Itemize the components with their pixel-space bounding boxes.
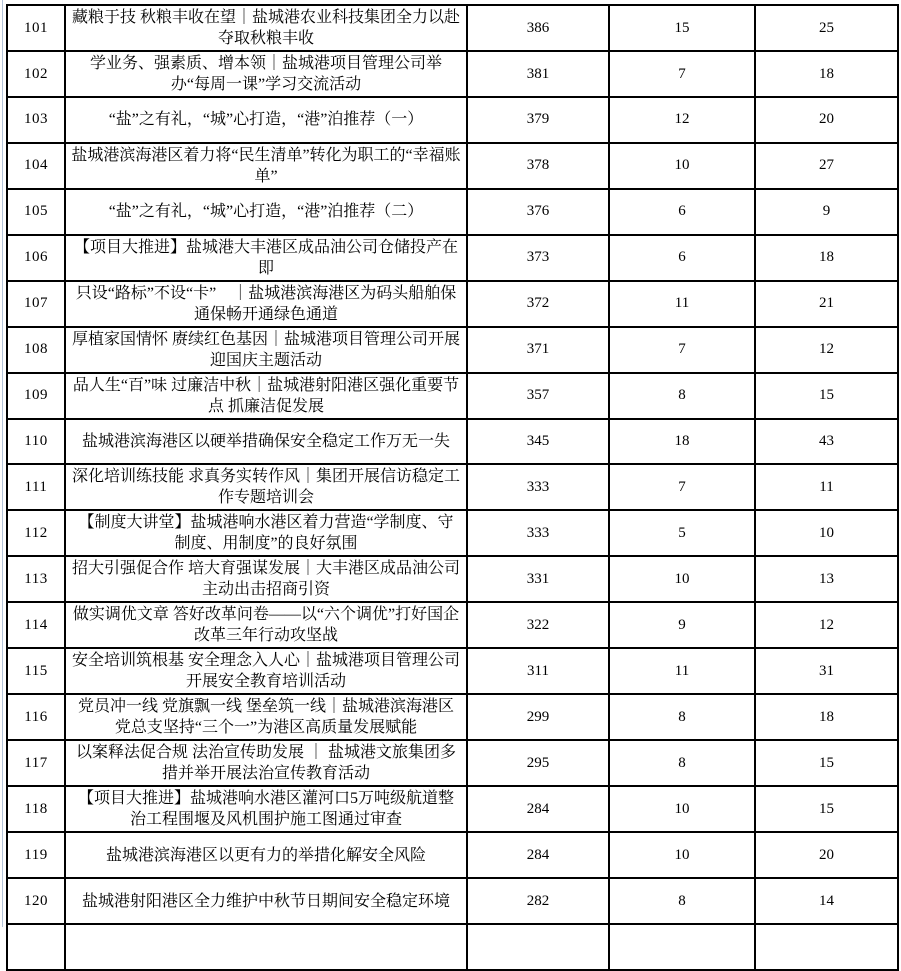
value-cell-2[interactable]: 15 xyxy=(609,5,755,51)
value-cell-2[interactable]: 7 xyxy=(609,327,755,373)
value-cell-1[interactable]: 373 xyxy=(467,235,609,281)
title-cell[interactable]: 盐城港滨海港区以更有力的举措化解安全风险 xyxy=(65,832,467,878)
value-cell-2[interactable]: 8 xyxy=(609,373,755,419)
value-cell-1[interactable]: 333 xyxy=(467,464,609,510)
value-cell-2[interactable]: 6 xyxy=(609,189,755,235)
table-row xyxy=(7,694,898,740)
value-cell-1[interactable]: 378 xyxy=(467,143,609,189)
row-number-cell[interactable]: 113 xyxy=(7,556,65,602)
table-row xyxy=(7,740,898,786)
title-cell[interactable]: 招大引强促合作 培大育强谋发展｜大丰港区成品油公司主动出击招商引资 xyxy=(65,556,467,602)
row-number-cell[interactable]: 101 xyxy=(7,5,65,51)
title-cell[interactable]: 做实调优文章 答好改革问卷——以“六个调优”打好国企改革三年行动攻坚战 xyxy=(65,602,467,648)
row-number-cell[interactable]: 103 xyxy=(7,97,65,143)
row-number-cell[interactable]: 109 xyxy=(7,373,65,419)
table-row xyxy=(7,327,898,373)
value-cell-1[interactable]: 322 xyxy=(467,602,609,648)
title-cell[interactable]: 【项目大推进】盐城港响水港区灌河口5万吨级航道整治工程围堰及风机围护施工图通过审查 xyxy=(65,786,467,832)
title-cell[interactable]: 学业务、强素质、增本领｜盐城港项目管理公司举办“每周一课”学习交流活动 xyxy=(65,51,467,97)
value-cell-2[interactable] xyxy=(609,924,755,970)
title-cell[interactable]: “盐”之有礼，“城”心打造，“港”泊推荐（二） xyxy=(65,189,467,235)
table-row xyxy=(7,97,898,143)
value-cell-3[interactable]: 15 xyxy=(755,786,898,832)
value-cell-1[interactable]: 333 xyxy=(467,510,609,556)
table-row xyxy=(7,510,898,556)
value-cell-3[interactable]: 21 xyxy=(755,281,898,327)
title-cell[interactable]: 【制度大讲堂】盐城港响水港区着力营造“学制度、守制度、用制度”的良好氛围 xyxy=(65,510,467,556)
value-cell-2[interactable]: 8 xyxy=(609,878,755,924)
table-row xyxy=(7,464,898,510)
title-cell[interactable]: 党员冲一线 党旗飘一线 堡垒筑一线｜盐城港滨海港区党总支坚持“三个一”为港区高质量发展赋能 xyxy=(65,694,467,740)
table-row xyxy=(7,648,898,694)
row-number-cell[interactable]: 115 xyxy=(7,648,65,694)
title-cell[interactable]: “盐”之有礼，“城”心打造，“港”泊推荐（一） xyxy=(65,97,467,143)
partial-row xyxy=(7,924,898,970)
value-cell-3[interactable]: 31 xyxy=(755,648,898,694)
spreadsheet-gridlines-right xyxy=(897,0,901,927)
value-cell-3[interactable]: 27 xyxy=(755,143,898,189)
value-cell-1[interactable]: 371 xyxy=(467,327,609,373)
value-cell-2[interactable]: 12 xyxy=(609,97,755,143)
value-cell-3[interactable]: 12 xyxy=(755,602,898,648)
table-row xyxy=(7,373,898,419)
value-cell-3[interactable]: 9 xyxy=(755,189,898,235)
title-cell[interactable]: 安全培训筑根基 安全理念入人心｜盐城港项目管理公司开展安全教育培训活动 xyxy=(65,648,467,694)
row-number-cell[interactable]: 118 xyxy=(7,786,65,832)
value-cell-1[interactable]: 379 xyxy=(467,97,609,143)
row-number-cell[interactable]: 112 xyxy=(7,510,65,556)
value-cell-1[interactable]: 311 xyxy=(467,648,609,694)
value-cell-3[interactable]: 20 xyxy=(755,832,898,878)
value-cell-2[interactable]: 11 xyxy=(609,648,755,694)
value-cell-2[interactable]: 10 xyxy=(609,832,755,878)
title-cell[interactable]: 盐城港滨海港区着力将“民生清单”转化为职工的“幸福账单” xyxy=(65,143,467,189)
value-cell-2[interactable]: 10 xyxy=(609,143,755,189)
value-cell-3[interactable]: 11 xyxy=(755,464,898,510)
value-cell-3[interactable]: 43 xyxy=(755,419,898,465)
table-row xyxy=(7,786,898,832)
row-number-cell[interactable]: 102 xyxy=(7,51,65,97)
row-number-cell[interactable]: 119 xyxy=(7,832,65,878)
value-cell-3[interactable]: 18 xyxy=(755,694,898,740)
value-cell-2[interactable]: 11 xyxy=(609,281,755,327)
row-number-cell[interactable]: 105 xyxy=(7,189,65,235)
title-cell[interactable]: 只设“路标”不设“卡” ｜盐城港滨海港区为码头船舶保通保畅开通绿色通道 xyxy=(65,281,467,327)
row-number-cell[interactable]: 104 xyxy=(7,143,65,189)
table-row xyxy=(7,556,898,602)
title-cell[interactable]: 以案释法促合规 法治宣传助发展 ｜ 盐城港文旅集团多措并举开展法治宣传教育活动 xyxy=(65,740,467,786)
articles-table xyxy=(6,4,899,971)
row-number-cell[interactable] xyxy=(7,924,65,970)
value-cell-3[interactable]: 14 xyxy=(755,878,898,924)
title-cell[interactable]: 深化培训练技能 求真务实转作风｜集团开展信访稳定工作专题培训会 xyxy=(65,464,467,510)
row-number-cell[interactable]: 111 xyxy=(7,464,65,510)
value-cell-3[interactable]: 20 xyxy=(755,97,898,143)
value-cell-1[interactable]: 381 xyxy=(467,51,609,97)
title-cell[interactable]: 【项目大推进】盐城港大丰港区成品油公司仓储投产在即 xyxy=(65,235,467,281)
row-number-cell[interactable]: 107 xyxy=(7,281,65,327)
table-row xyxy=(7,832,898,878)
value-cell-1[interactable]: 284 xyxy=(467,832,609,878)
title-cell[interactable]: 厚植家国情怀 赓续红色基因｜盐城港项目管理公司开展迎国庆主题活动 xyxy=(65,327,467,373)
value-cell-2[interactable]: 7 xyxy=(609,51,755,97)
row-number-cell[interactable]: 116 xyxy=(7,694,65,740)
value-cell-1[interactable]: 345 xyxy=(467,419,609,465)
table-body xyxy=(7,5,898,970)
table-row xyxy=(7,235,898,281)
value-cell-3[interactable]: 18 xyxy=(755,235,898,281)
value-cell-2[interactable]: 10 xyxy=(609,786,755,832)
value-cell-1[interactable]: 376 xyxy=(467,189,609,235)
row-number-cell[interactable]: 120 xyxy=(7,878,65,924)
value-cell-3[interactable]: 10 xyxy=(755,510,898,556)
title-cell[interactable]: 盐城港射阳港区全力维护中秋节日期间安全稳定环境 xyxy=(65,878,467,924)
table-row xyxy=(7,51,898,97)
table-row xyxy=(7,602,898,648)
value-cell-1[interactable]: 331 xyxy=(467,556,609,602)
value-cell-1[interactable]: 299 xyxy=(467,694,609,740)
value-cell-2[interactable]: 8 xyxy=(609,694,755,740)
value-cell-3[interactable]: 13 xyxy=(755,556,898,602)
value-cell-1[interactable]: 386 xyxy=(467,5,609,51)
value-cell-1[interactable]: 357 xyxy=(467,373,609,419)
table-row xyxy=(7,143,898,189)
value-cell-3[interactable]: 25 xyxy=(755,5,898,51)
row-number-cell[interactable]: 106 xyxy=(7,235,65,281)
title-cell[interactable]: 品人生“百”味 过廉洁中秋｜盐城港射阳港区强化重要节点 抓廉洁促发展 xyxy=(65,373,467,419)
spreadsheet-gridline-left xyxy=(2,0,3,927)
title-cell[interactable]: 盐城港滨海港区以硬举措确保安全稳定工作万无一失 xyxy=(65,419,467,465)
table-row xyxy=(7,189,898,235)
value-cell-1[interactable]: 372 xyxy=(467,281,609,327)
value-cell-1[interactable]: 295 xyxy=(467,740,609,786)
value-cell-1[interactable]: 284 xyxy=(467,786,609,832)
title-cell[interactable]: 藏粮于技 秋粮丰收在望｜盐城港农业科技集团全力以赴夺取秋粮丰收 xyxy=(65,5,467,51)
table-row xyxy=(7,878,898,924)
value-cell-3[interactable] xyxy=(755,924,898,970)
value-cell-2[interactable]: 5 xyxy=(609,510,755,556)
row-number-cell[interactable]: 108 xyxy=(7,327,65,373)
table-row xyxy=(7,419,898,465)
table-container xyxy=(6,4,899,971)
table-row xyxy=(7,281,898,327)
value-cell-1[interactable]: 282 xyxy=(467,878,609,924)
value-cell-2[interactable]: 6 xyxy=(609,235,755,281)
row-number-cell[interactable]: 110 xyxy=(7,419,65,465)
value-cell-3[interactable]: 15 xyxy=(755,740,898,786)
value-cell-2[interactable]: 18 xyxy=(609,419,755,465)
title-cell[interactable] xyxy=(65,924,467,970)
value-cell-2[interactable]: 9 xyxy=(609,602,755,648)
value-cell-3[interactable]: 18 xyxy=(755,51,898,97)
value-cell-2[interactable]: 7 xyxy=(609,464,755,510)
table-row xyxy=(7,5,898,51)
value-cell-2[interactable]: 10 xyxy=(609,556,755,602)
value-cell-3[interactable]: 15 xyxy=(755,373,898,419)
row-number-cell[interactable]: 117 xyxy=(7,740,65,786)
value-cell-3[interactable]: 12 xyxy=(755,327,898,373)
row-number-cell[interactable]: 114 xyxy=(7,602,65,648)
value-cell-1[interactable] xyxy=(467,924,609,970)
value-cell-2[interactable]: 8 xyxy=(609,740,755,786)
